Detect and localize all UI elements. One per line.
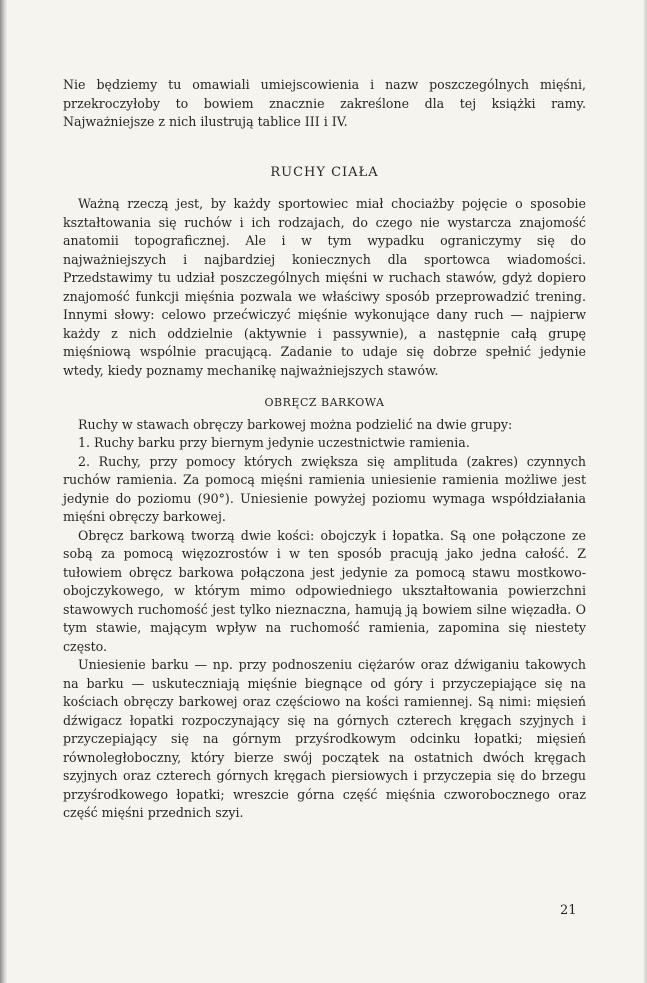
list-item-2: 2. Ruchy, przy pomocy których zwiększa się amplituda (zakres) czynnych ruchów ramienia. Za pomocą mięśni ramienia uniesienie ramienia możliwe jest jedynie do poziomu (90°). Uniesienie powyżej poziomu wymaga współdziałania mięśni obręczy barkowej.: [63, 453, 586, 524]
page-number: 21: [560, 903, 577, 918]
list-item-1: 1. Ruchy barku przy biernym jedynie uczestnictwie ramienia.: [78, 435, 470, 450]
subsection-heading: OBRĘCZ BARKOWA: [264, 396, 385, 409]
paragraph-shoulder-lift: Uniesienie barku — np. przy podnoszeniu ciężarów oraz dźwiganiu takowych na barku — uskuteczniają mięśnie biegnące od góry i przyczepiające się na kościach obręczy barkowej oraz częściowo na kości ramiennej. Są nimi: mięsień dźwigacz łopatki rozpoczynający się na górnych czterech kręgach szyjnych i przyczepiający się na górnym przyśrodkowym odcinku łopatki; mięsień równoległoboczny, który bierze swój początek na ostatnich dwóch kręgach szyjnych oraz czterech górnych kręgach piersiowych i przyczepia się do brzegu przyśrodkowego łopatki; wreszcie górna część mięśnia czworobocznego oraz część mięśni przednich szyi.: [63, 657, 586, 820]
page-right-edge: [643, 0, 647, 983]
paragraph-groups: Ruchy w stawach obręczy barkowej można podzielić na dwie grupy:: [78, 416, 513, 432]
section-paragraph: Ważną rzeczą jest, by każdy sportowiec miał chociażby pojęcie o sposobie kształtowania się ruchów i ich rodzajach, do czego nie wystarcza znajomość anatomii topograficznej. Ale i w tym wypadku ograniczymy się do najważniejszych i najbardziej koniecznych dla sportowca wiadomości. Przedstawimy tu udział poszczególnych mięśni w ruchach stawów, gdyż dopiero znajomość funkcji mięśnia pozwala we właściwy sposób przeprowadzić trening. Innymi słowy: celowo przećwiczyć mięśnie wykonujące dany ruch — najpierw każdy z nich oddzielnie (aktywnie i passywnie), a następnie całą grupę mięśniową wspólnie pracującą. Zadanie to udaje się dobrze spełnić jedynie wtedy, kiedy poznamy mechanikę najważniejszych stawów.: [63, 196, 586, 378]
section-heading: RUCHY CIAŁA: [270, 164, 379, 180]
page-binding-edge: [0, 0, 7, 983]
intro-paragraph: Nie będziemy tu omawiali umiejscowienia i nazw poszczególnych mięśni, przekroczyłoby to bowiem znacznie zakreślone dla tej książki ramy. Najważniejsze z nich ilustrują tablice III i IV.: [63, 77, 586, 129]
page-content: [63, 76, 586, 823]
paragraph-bones: Obręcz barkową tworzą dwie kości: obojczyk i łopatka. Są one połączone ze sobą za pomocą więzozrostów i w ten sposób pracują jako jedna całość. Z tułowiem obręcz barkowa połączona jest jedynie za pomocą stawu mostkowo-obojczykowego, w którym mimo odpowiedniego ukształtowania powierzchni stawowych ruchomość jest tylko nieznaczna, hamują ją bowiem silne więzadła. O tym stawie, mającym wpływ na ruchomość ramienia, zapomina się niestety często.: [63, 527, 586, 654]
